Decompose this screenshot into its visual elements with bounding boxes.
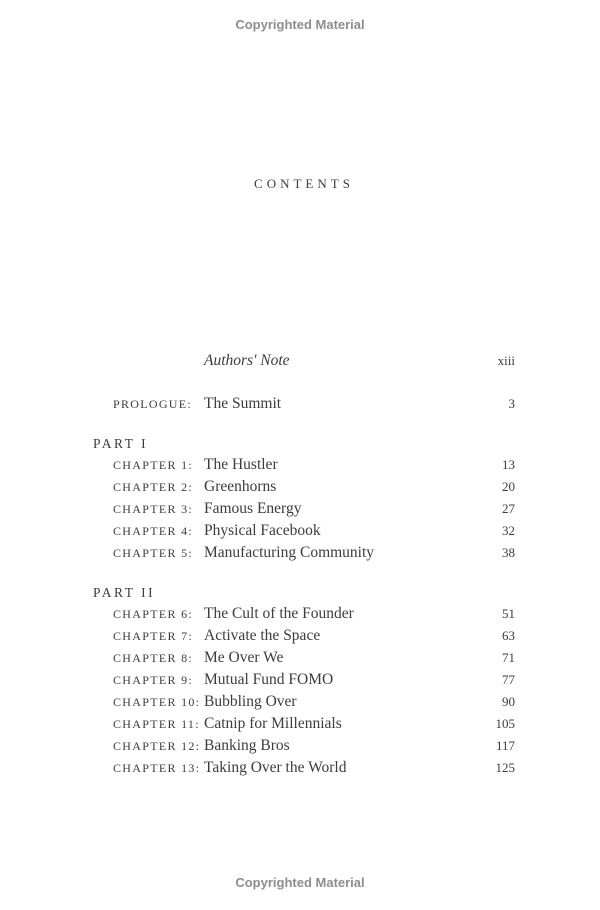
toc-row — [93, 476, 515, 498]
chapter-title: Mutual Fund FOMO — [204, 671, 334, 688]
toc-row — [93, 603, 515, 625]
toc-row — [93, 625, 515, 647]
chapter-label: CHAPTER 13: — [113, 761, 201, 775]
chapter-title: Me Over We — [204, 649, 284, 666]
page-number: xiii — [497, 353, 515, 368]
chapter-label: CHAPTER 9: — [113, 673, 194, 687]
chapter-title: Physical Facebook — [204, 522, 321, 539]
part-heading: PART I — [93, 436, 149, 451]
page-number: 3 — [508, 396, 515, 411]
toc-row — [93, 350, 515, 371]
page-number: 32 — [502, 523, 515, 538]
toc-row — [93, 498, 515, 520]
toc-row — [93, 520, 515, 542]
chapter-label: PROLOGUE: — [113, 397, 193, 411]
toc-row — [93, 669, 515, 691]
toc-row — [93, 735, 515, 757]
page-number: 20 — [502, 479, 515, 494]
toc-row — [93, 454, 515, 476]
chapter-label: CHAPTER 1: — [113, 458, 194, 472]
front-matter-section — [93, 350, 515, 415]
chapter-title: The Hustler — [204, 456, 278, 473]
chapter-title: Authors' Note — [204, 352, 290, 369]
page-number: 51 — [502, 606, 515, 621]
toc-row — [93, 542, 515, 564]
chapter-label: CHAPTER 12: — [113, 739, 201, 753]
copyright-banner-bottom: Copyrighted Material — [235, 875, 365, 890]
chapter-label: CHAPTER 6: — [113, 607, 194, 621]
chapter-label: CHAPTER 7: — [113, 629, 194, 643]
page-number: 63 — [502, 628, 515, 643]
page-number: 38 — [502, 545, 515, 560]
page-number: 27 — [502, 501, 515, 516]
chapter-title: Taking Over the World — [204, 759, 347, 776]
page-number: 71 — [502, 650, 515, 665]
chapter-title: The Cult of the Founder — [204, 605, 354, 622]
page-number: 125 — [495, 760, 515, 775]
chapter-title: Activate the Space — [204, 627, 321, 644]
chapter-label: CHAPTER 11: — [113, 717, 200, 731]
chapter-title: Manufacturing Community — [204, 544, 375, 561]
chapter-title: Famous Energy — [204, 500, 302, 517]
chapter-title: Greenhorns — [204, 478, 277, 495]
chapter-title: Banking Bros — [204, 737, 290, 754]
page-number: 90 — [502, 694, 515, 709]
page-number: 13 — [502, 457, 515, 472]
part-heading: PART II — [93, 585, 156, 600]
page-number: 117 — [495, 738, 515, 753]
copyright-banner-top: Copyrighted Material — [235, 17, 365, 32]
chapter-label: CHAPTER 8: — [113, 651, 194, 665]
parts-section — [93, 433, 515, 779]
contents-heading: CONTENTS — [254, 176, 354, 191]
toc-row — [93, 713, 515, 735]
toc-row — [93, 393, 515, 415]
toc-row — [93, 691, 515, 713]
chapter-title: Catnip for Millennials — [204, 715, 342, 732]
chapter-label: CHAPTER 2: — [113, 480, 194, 494]
toc-row — [93, 647, 515, 669]
page-number: 105 — [495, 716, 515, 731]
chapter-label: CHAPTER 3: — [113, 502, 194, 516]
chapter-label: CHAPTER 4: — [113, 524, 194, 538]
chapter-title: The Summit — [204, 395, 282, 412]
chapter-label: CHAPTER 5: — [113, 546, 194, 560]
chapter-label: CHAPTER 10: — [113, 695, 201, 709]
table-of-contents — [93, 350, 515, 779]
chapter-title: Bubbling Over — [204, 693, 297, 710]
toc-row — [93, 757, 515, 779]
page-number: 77 — [502, 672, 515, 687]
